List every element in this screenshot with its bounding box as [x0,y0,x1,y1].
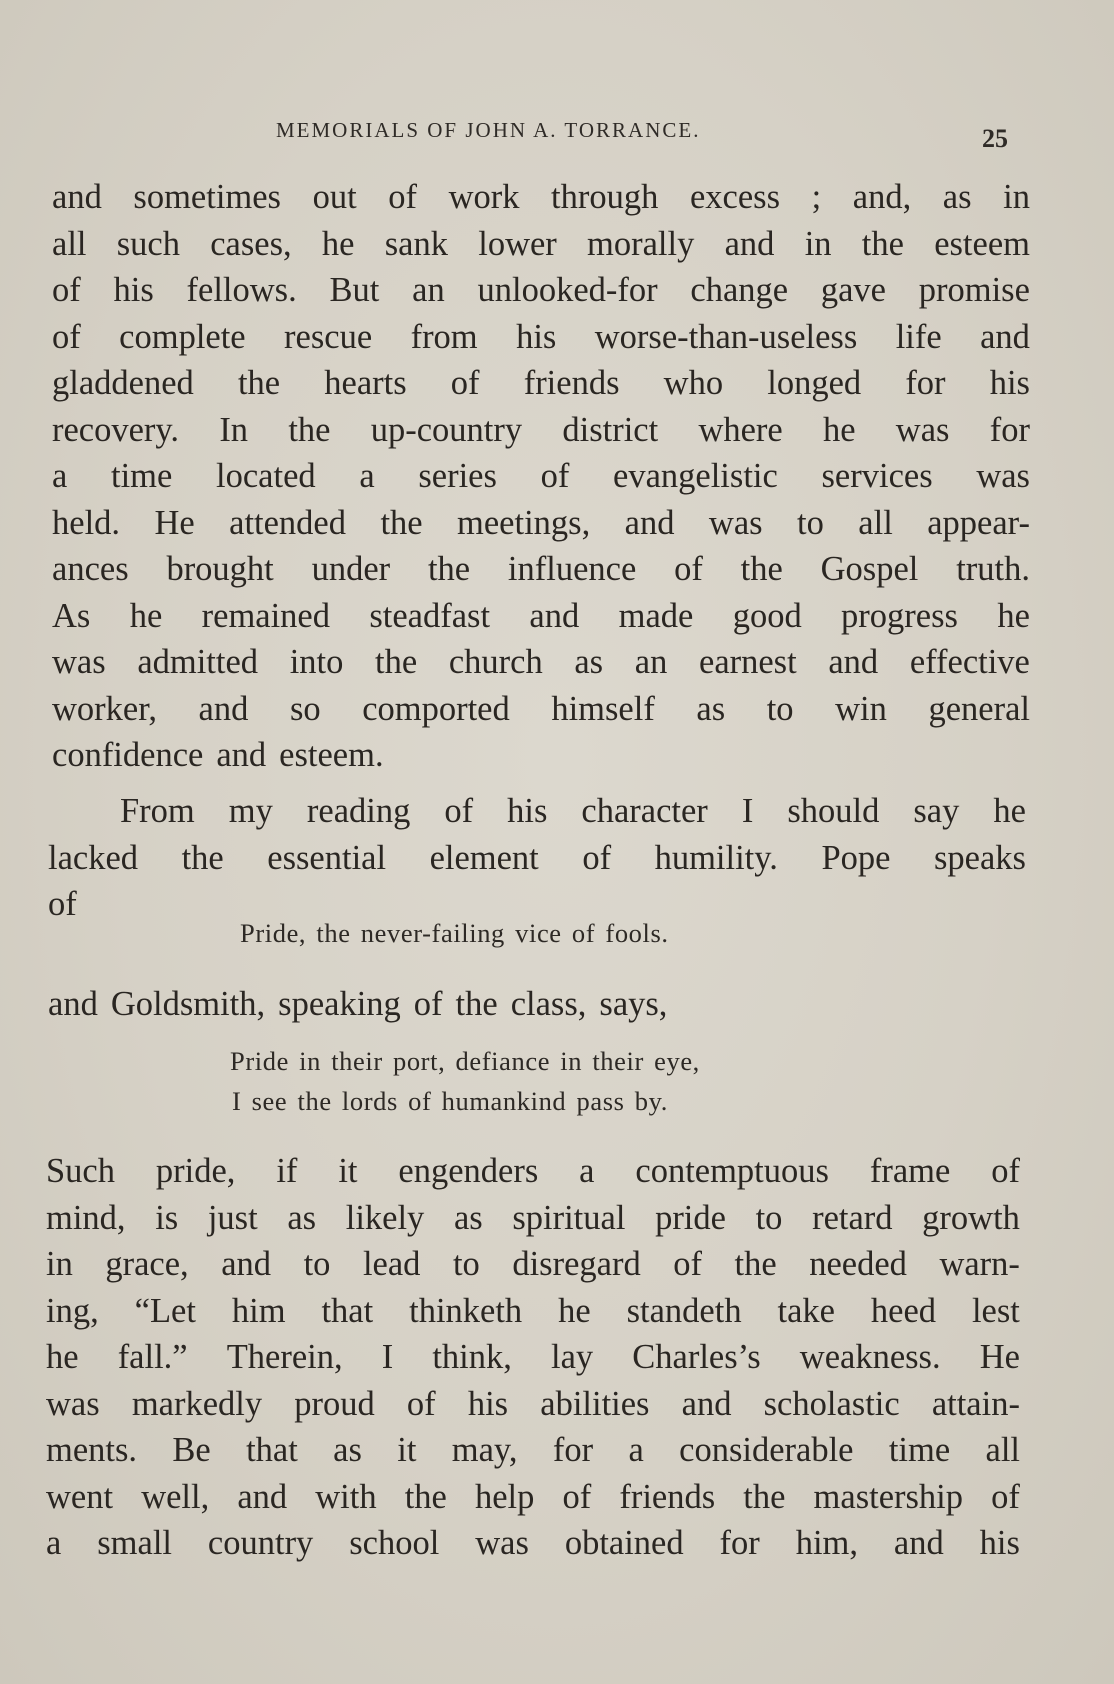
text-line: all such cases, he sank lower morally and in the esteem [52,224,1030,263]
text-line: Such pride, if it engenders a contemptuous frame of [46,1152,1020,1190]
text-line: was admitted into the church as an earnest and effective [52,643,1030,681]
verse-quote-goldsmith-line-1: Pride in their port, defiance in their eye, [230,1046,700,1076]
text-line: From my reading of his character I should say he [120,792,1026,830]
text-line: a small country school was obtained for him, and his [46,1524,1020,1562]
page-number: 25 [982,124,1008,153]
text-line: of complete rescue from his worse-than-useless life and [52,317,1030,356]
text-line: lacked the essential element of humility. Pope speaks [48,838,1026,877]
paragraph-1 [52,174,1030,779]
text-line: gladdened the hearts of friends who longed for his [52,364,1030,402]
text-line: recovery. In the up-country district where he was for [52,410,1030,449]
text-line: a time located a series of evangelistic services was [52,457,1030,495]
text-line: he fall.” Therein, I think, lay Charles’s weakness. He [46,1338,1020,1376]
text-line: was markedly proud of his abilities and scholastic attain- [46,1384,1020,1423]
text-line: held. He attended the meetings, and was to all appear- [52,503,1030,542]
verse-quote-goldsmith-line-2: I see the lords of humankind pass by. [232,1086,668,1116]
text-line: mind, is just as likely as spiritual pride to retard growth [46,1198,1020,1237]
text-line: confidence and esteem. [52,736,384,774]
text-line: ances brought under the influence of the Gospel truth. [52,550,1030,588]
text-line: and Goldsmith, speaking of the class, says, [48,985,668,1023]
paragraph-4 [46,1148,1020,1567]
text-line: of his fellows. But an unlooked-for change gave promise [52,271,1030,309]
text-line: ments. Be that as it may, for a considerable time all [46,1431,1020,1469]
text-line: in grace, and to lead to disregard of the needed warn- [46,1245,1020,1283]
text-line: As he remained steadfast and made good progress he [52,596,1030,635]
text-line: of [48,885,77,923]
paragraph-3 [48,981,1026,1028]
text-line: and sometimes out of work through excess ; and, as in [52,178,1030,216]
text-line: went well, and with the help of friends the mastership of [46,1477,1020,1516]
text-line: worker, and so comported himself as to win general [52,689,1030,728]
paragraph-2 [48,788,1026,928]
text-line: ing, “Let him that thinketh he standeth take heed lest [46,1291,1020,1330]
verse-quote-pope: Pride, the never-failing vice of fools. [240,918,669,948]
running-title: MEMORIALS OF JOHN A. TORRANCE. [276,118,701,142]
